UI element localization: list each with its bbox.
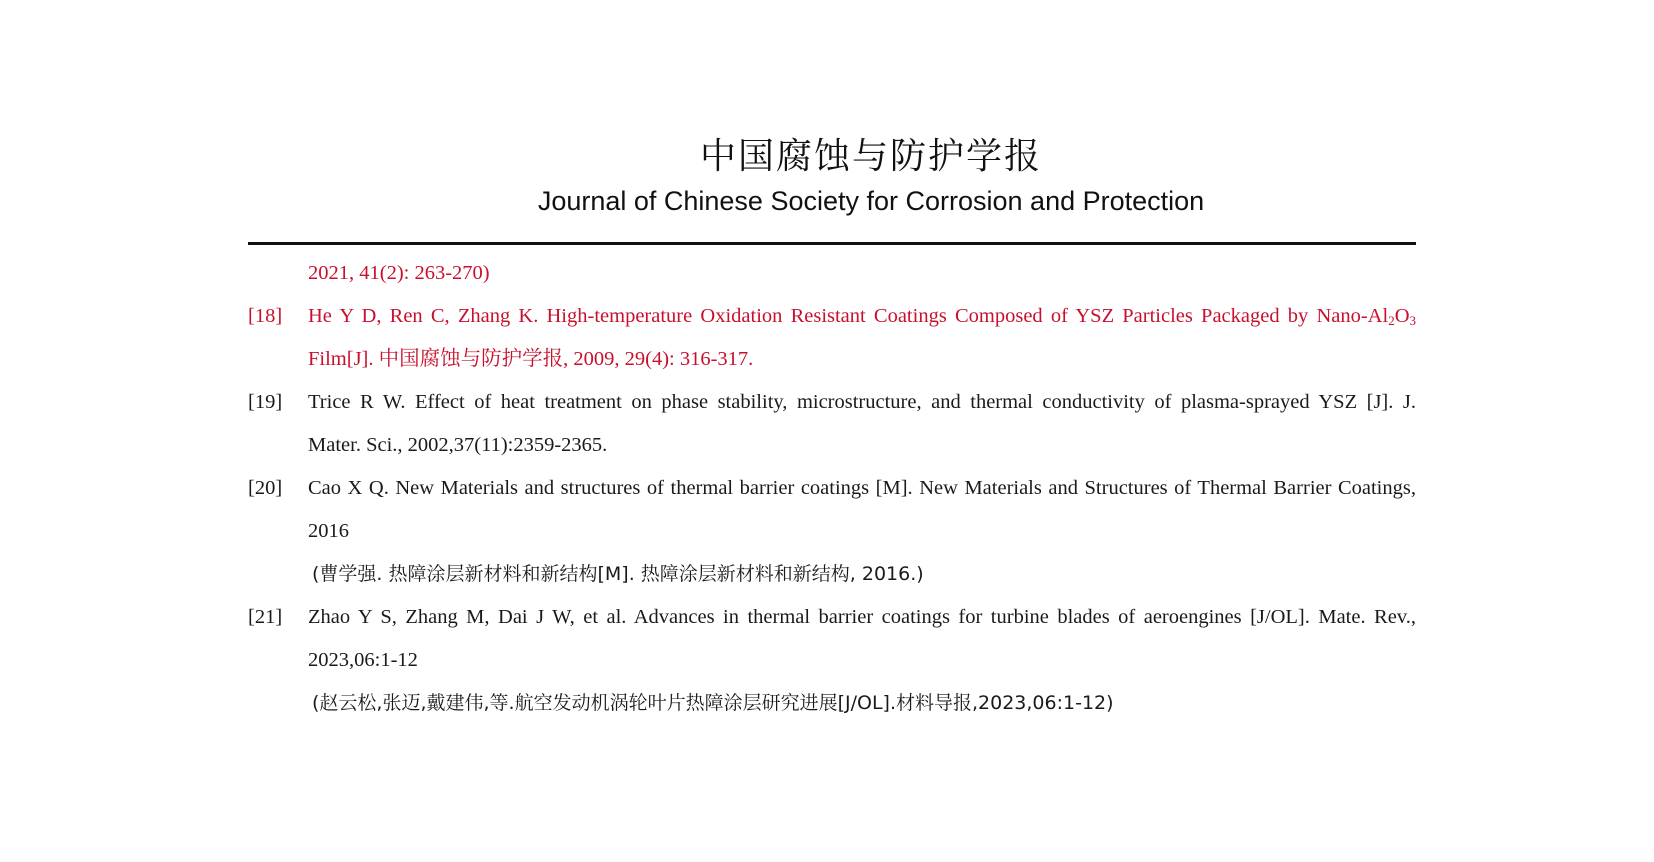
reference-20-line-1: Cao X Q. New Materials and structures of thermal barrier coatings [M]. New Materials and Structures of Thermal Barrier Coatings, bbox=[308, 477, 1416, 499]
reference-21-translation: (赵云松,张迈,戴建伟,等.航空发动机涡轮叶片热障涂层研究进展[J/OL].材料导报,2023,06:1-12) bbox=[312, 692, 1114, 714]
reference-continuation bbox=[248, 252, 1416, 295]
header-divider bbox=[248, 242, 1416, 245]
subscript-2: 2 bbox=[1388, 313, 1395, 328]
reference-17-tail: 2021, 41(2): 263-270) bbox=[308, 262, 490, 284]
reference-number: [20] bbox=[248, 477, 283, 499]
reference-21-line-1: Zhao Y S, Zhang M, Dai J W, et al. Advances in thermal barrier coatings for turbine blades of aeroengines [J/OL]. Mate. Rev., bbox=[308, 606, 1416, 628]
reference-21-line-2: 2023,06:1-12 bbox=[308, 649, 418, 671]
reference-18-text-o: O bbox=[1394, 305, 1410, 327]
journal-title-cn: 中国腐蚀与防护学报 bbox=[699, 136, 1042, 177]
reference-21 bbox=[248, 596, 1416, 725]
subscript-3: 3 bbox=[1409, 313, 1416, 328]
reference-list bbox=[248, 252, 1416, 725]
reference-20-line-2: 2016 bbox=[308, 520, 349, 542]
reference-19-line-2: Mater. Sci., 2002,37(11):2359-2365. bbox=[308, 434, 608, 456]
reference-20-translation: (曹学强. 热障涂层新材料和新结构[M]. 热障涂层新材料和新结构, 2016.) bbox=[312, 563, 924, 585]
reference-19 bbox=[248, 381, 1416, 467]
reference-18-line-1 bbox=[248, 295, 1416, 338]
journal-title-en: Journal of Chinese Society for Corrosion and Protection bbox=[537, 186, 1205, 216]
reference-20 bbox=[248, 467, 1416, 596]
reference-18 bbox=[248, 295, 1416, 381]
reference-18-text-a: He Y D, Ren C, Zhang K. High-temperature Oxidation Resistant Coatings Composed of YSZ Particles Packaged by Nano-Al bbox=[308, 305, 1389, 327]
reference-number: [21] bbox=[248, 606, 283, 628]
reference-number: [18] bbox=[248, 305, 283, 327]
reference-number: [19] bbox=[248, 391, 283, 413]
reference-19-line-1: Trice R W. Effect of heat treatment on phase stability, microstructure, and thermal conductivity of plasma-sprayed YSZ [J]. J. bbox=[308, 391, 1416, 413]
reference-18-line-2: Film[J]. 中国腐蚀与防护学报, 2009, 29(4): 316-317. bbox=[308, 348, 754, 370]
